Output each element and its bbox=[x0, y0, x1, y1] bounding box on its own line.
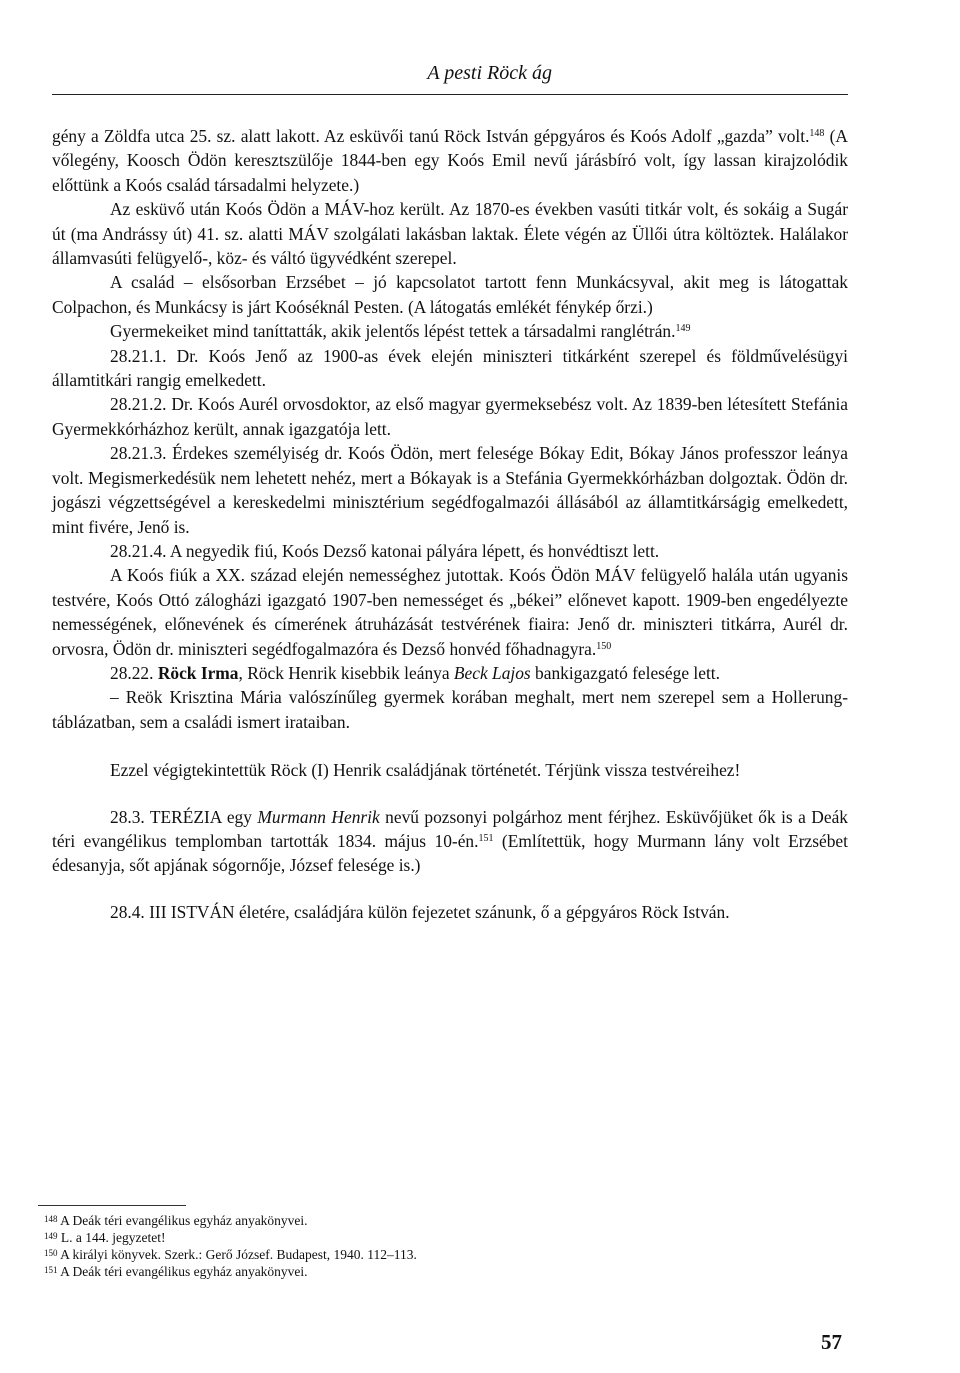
paragraph-3: A család – elsősorban Erzsébet – jó kapcsolatot tartott fenn Munkácsyval, akit meg is látogattak Colpachon, és Munkácsy is járt Koóséknál Pesten. (A látogatás emlékét fénykép őrzi.) bbox=[52, 272, 848, 317]
running-header-title: A pesti Röck ág bbox=[427, 62, 552, 84]
paragraph-12: Ezzel végigtekintettük Röck (I) Henrik családjának történetét. Térjünk vissza testvéreihez! bbox=[110, 760, 741, 781]
running-header bbox=[52, 60, 848, 95]
paragraph-10: 28.22. Röck Irma, Röck Henrik kisebbik leánya Beck Lajos bankigazgató felesége lett. bbox=[110, 662, 720, 683]
footnotes bbox=[44, 1212, 804, 1280]
paragraph-14: 28.4. III ISTVÁN életére, családjára külön fejezetet szánunk, ő a gépgyáros Röck István. bbox=[110, 901, 730, 922]
footnote-148: $^{148}$ A Deák téri evangélikus egyház anyakönyvei. bbox=[44, 1213, 308, 1228]
paragraph-11: – Reök Krisztina Mária valószínűleg gyermek korában meghalt, mert nem szerepel sem a Hollerung-táblázatban, sem a családi ismert irataiban. bbox=[52, 687, 848, 732]
paragraph-8: 28.21.4. A negyedik fiú, Koós Dezső katonai pályára lépett, és honvédtiszt lett. bbox=[110, 540, 660, 561]
paragraph-4: Gyermekeiket mind taníttatták, akik jelentős lépést tettek a társadalmi ranglétrán.$^{149}$ bbox=[110, 321, 691, 342]
body-text bbox=[52, 124, 848, 924]
name-italic: Murmann Henrik bbox=[257, 806, 380, 827]
paragraph-9: A Koós fiúk a XX. század elején nemességhez jutottak. Koós Ödön MÁV felügyelő halála után ugyanis testvére, Koós Ottó zálogházi igazgató 1907-ben nemességet és „békei” előnevet kapott. 1909-ben engedélyezte nemességének, előnevének és címerének átruházását testvérének fiaira: Jenő dr. miniszteri titkárra, Aurél dr. orvosra, Ödön dr. miniszteri segédfogalmazóra és Dezső honvéd főhadnagyra.$^{150}$ bbox=[52, 565, 848, 659]
paragraph-1: gény a Zöldfa utca 25. sz. alatt lakott. Az esküvői tanú Röck István gépgyáros és Koós Adolf „gazda” volt.$^{148}$ (A vőlegény, Koosch Ödön keresztszülője 1844-ben egy Koós Emil nevű járásbíró volt, így lassan kirajzolódik előttünk a Koós család társadalmi helyzete.) bbox=[52, 126, 848, 195]
paragraph-7: 28.21.3. Érdekes személyiség dr. Koós Ödön, mert felesége Bókay Edit, Bókay János professzor leánya volt. Megismerkedésük nem lehetett nehéz, mert a Bókayak is a Stefánia Gyermekkórházban dolgoztak. Ödön dr. jogászi végzettségével a kereskedelmi minisztérium segédfogalmazói állásából az államtitkárságig emelkedett, mint fivére, Jenő is. bbox=[52, 443, 848, 537]
paragraph-gap bbox=[52, 878, 848, 900]
paragraph-6: 28.21.2. Dr. Koós Aurél orvosdoktor, az első magyar gyermeksebész volt. Az 1839-ben létesített Stefánia Gyermekkórházhoz került, annak igazgatója lett. bbox=[52, 394, 848, 439]
footnote-divider bbox=[38, 1205, 186, 1206]
footnote-151: $^{151}$ A Deák téri evangélikus egyház anyakönyvei. bbox=[44, 1264, 308, 1279]
name-italic: Beck Lajos bbox=[453, 662, 531, 683]
footnote-ref-148: 148 bbox=[809, 128, 825, 139]
footnote-ref-149: 149 bbox=[675, 323, 691, 335]
paragraph-gap bbox=[52, 734, 848, 758]
footnote-150: $^{150}$ A királyi könyvek. Szerk.: Gerő József. Budapest, 1940. 112–113. bbox=[44, 1247, 417, 1262]
page-number: 57 bbox=[821, 1330, 842, 1354]
paragraph-5: 28.21.1. Dr. Koós Jenő az 1900-as évek elején miniszteri titkárként szerepel és földművelésügyi államtitkári rangig emelkedett. bbox=[52, 345, 848, 391]
name-bold: Röck Irma bbox=[157, 662, 239, 683]
paragraph-gap bbox=[52, 783, 848, 805]
footnote-ref-151: 151 bbox=[478, 832, 494, 844]
footnote-149: $^{149}$ L. a 144. jegyzetet! bbox=[44, 1230, 166, 1245]
paragraph-2: Az esküvő után Koós Ödön a MÁV-hoz került. Az 1870-es években vasúti titkár volt, és sokáig a Sugár út (ma Andrássy út) 41. sz. alatti MÁV szolgálati lakásban laktak. Élete végén az Üllői útra költöztek. Halálakor államvasúti felügyelő-, köz- és váltó ügyvédként szerepel. bbox=[52, 199, 848, 269]
footnote-ref-150: 150 bbox=[596, 640, 612, 652]
paragraph-13: 28.3. TERÉZIA egy Murmann Henrik nevű pozsonyi polgárhoz ment férjhez. Esküvőjüket ők is a Deák téri evangélikus templomban tartották 1834. május 10-én.$^{151}$ (Említettük, hogy Murmann lány volt Erzsébet édesanyja, sőt apjának sógornője, József felesége is.) bbox=[52, 806, 848, 876]
